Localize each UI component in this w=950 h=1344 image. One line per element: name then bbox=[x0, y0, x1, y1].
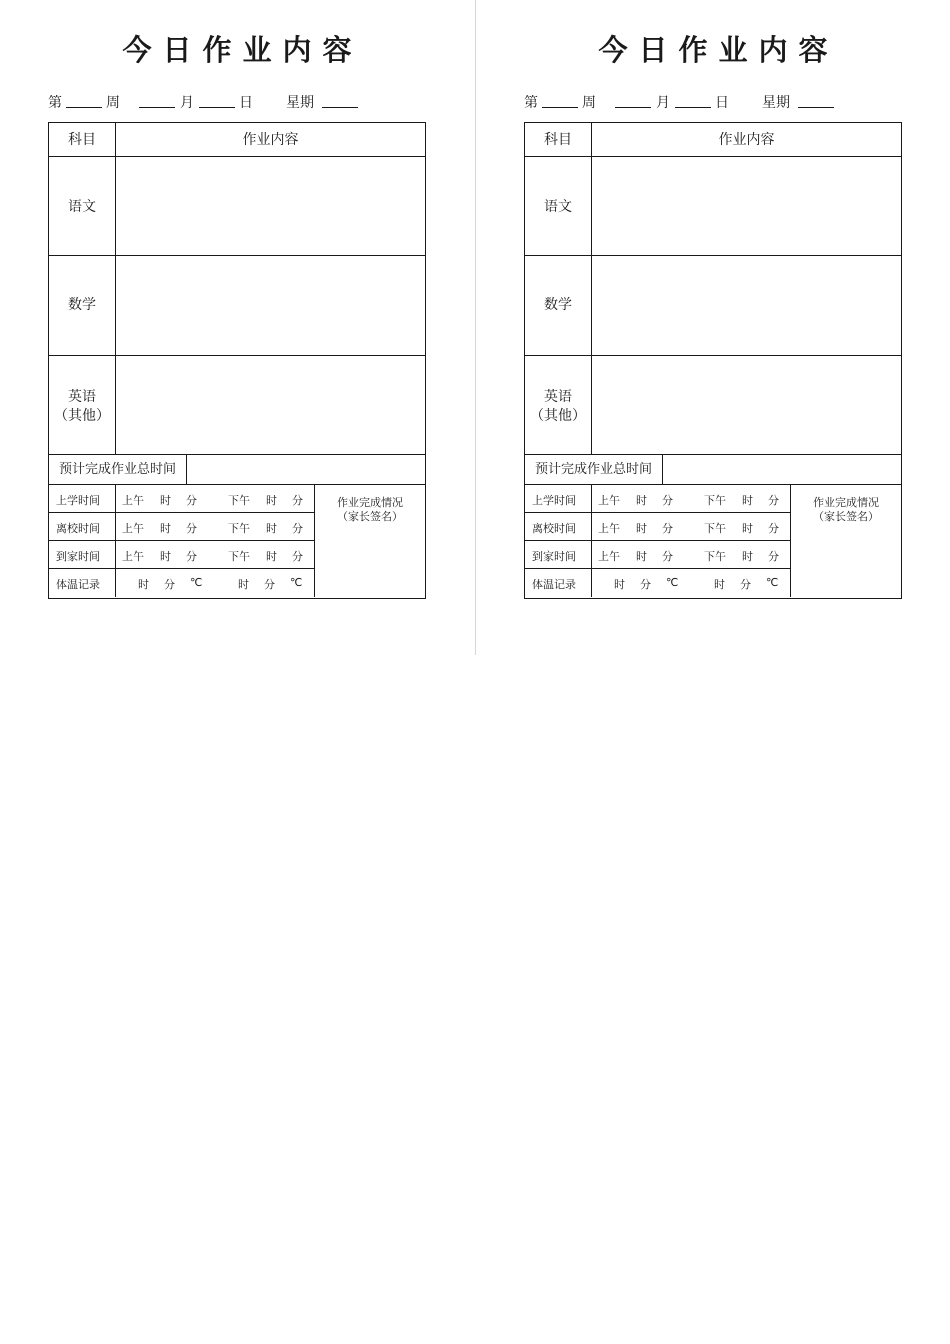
header-subject: 科目 bbox=[68, 132, 96, 148]
homework-input-english[interactable] bbox=[116, 356, 425, 454]
subject-other: （其他） bbox=[530, 408, 586, 424]
pm-label: 下午 bbox=[228, 522, 250, 535]
month-blank[interactable] bbox=[615, 107, 651, 108]
minute-label: 分 bbox=[662, 522, 673, 535]
header-content: 作业内容 bbox=[718, 132, 775, 148]
school-arrival-label: 上学时间 bbox=[56, 494, 100, 507]
hour-label: 时 bbox=[714, 578, 725, 591]
week-prefix: 第 bbox=[48, 95, 62, 111]
homework-input-math[interactable] bbox=[116, 256, 425, 355]
month-blank[interactable] bbox=[139, 107, 175, 108]
minute-label: 分 bbox=[186, 550, 197, 563]
week-blank[interactable] bbox=[542, 107, 578, 108]
completion-label: 作业完成情况 bbox=[337, 496, 403, 509]
temperature-label: 体温记录 bbox=[56, 578, 100, 591]
school-leave-label: 离校时间 bbox=[532, 522, 576, 535]
subject-math: 数学 bbox=[544, 297, 572, 313]
homework-input-chinese[interactable] bbox=[592, 157, 901, 255]
hour-label: 时 bbox=[138, 578, 149, 591]
minute-label: 分 bbox=[768, 494, 779, 507]
weekday-label: 星期 bbox=[286, 95, 314, 111]
week-suffix: 周 bbox=[106, 95, 120, 111]
pm-label: 下午 bbox=[704, 550, 726, 563]
weekday-label: 星期 bbox=[762, 95, 790, 111]
parent-signature-field[interactable] bbox=[315, 525, 425, 597]
minute-label: 分 bbox=[662, 494, 673, 507]
subject-chinese: 语文 bbox=[68, 199, 96, 215]
school-arrival-label: 上学时间 bbox=[532, 494, 576, 507]
homework-table bbox=[524, 122, 902, 599]
homework-table bbox=[48, 122, 426, 599]
minute-label: 分 bbox=[292, 550, 303, 563]
am-label: 上午 bbox=[598, 494, 620, 507]
home-arrival-label: 到家时间 bbox=[56, 550, 100, 563]
header-subject: 科目 bbox=[544, 132, 572, 148]
homework-input-chinese[interactable] bbox=[116, 157, 425, 255]
am-label: 上午 bbox=[598, 550, 620, 563]
hour-label: 时 bbox=[742, 522, 753, 535]
temperature-label: 体温记录 bbox=[532, 578, 576, 591]
row-divider bbox=[525, 512, 790, 513]
estimated-time-label: 预计完成作业总时间 bbox=[534, 462, 652, 477]
completion-label: 作业完成情况 bbox=[813, 496, 879, 509]
minute-label: 分 bbox=[292, 494, 303, 507]
minute-label: 分 bbox=[186, 522, 197, 535]
pm-label: 下午 bbox=[704, 494, 726, 507]
column-divider bbox=[591, 484, 592, 597]
signature-label: （家长签名） bbox=[813, 510, 879, 523]
home-arrival-label: 到家时间 bbox=[532, 550, 576, 563]
hour-label: 时 bbox=[742, 494, 753, 507]
weekday-blank[interactable] bbox=[798, 107, 834, 108]
signature-label: （家长签名） bbox=[337, 510, 403, 523]
header-content: 作业内容 bbox=[242, 132, 299, 148]
hour-label: 时 bbox=[636, 522, 647, 535]
hour-label: 时 bbox=[160, 494, 171, 507]
day-blank[interactable] bbox=[675, 107, 711, 108]
minute-label: 分 bbox=[768, 522, 779, 535]
homework-input-english[interactable] bbox=[592, 356, 901, 454]
row-divider bbox=[49, 512, 314, 513]
hour-label: 时 bbox=[636, 550, 647, 563]
minute-label: 分 bbox=[662, 550, 673, 563]
minute-label: 分 bbox=[186, 494, 197, 507]
hour-label: 时 bbox=[266, 522, 277, 535]
row-divider bbox=[49, 484, 425, 485]
day-blank[interactable] bbox=[199, 107, 235, 108]
pm-label: 下午 bbox=[228, 550, 250, 563]
am-label: 上午 bbox=[598, 522, 620, 535]
am-label: 上午 bbox=[122, 522, 144, 535]
celsius-label: ℃ bbox=[766, 576, 779, 589]
celsius-label: ℃ bbox=[666, 576, 679, 589]
minute-label: 分 bbox=[768, 550, 779, 563]
estimated-time-input[interactable] bbox=[187, 455, 425, 484]
celsius-label: ℃ bbox=[290, 576, 303, 589]
estimated-time-input[interactable] bbox=[663, 455, 901, 484]
row-divider bbox=[525, 540, 790, 541]
row-divider bbox=[525, 568, 790, 569]
hour-label: 时 bbox=[742, 550, 753, 563]
hour-label: 时 bbox=[160, 522, 171, 535]
homework-input-math[interactable] bbox=[592, 256, 901, 355]
minute-label: 分 bbox=[292, 522, 303, 535]
hour-label: 时 bbox=[636, 494, 647, 507]
minute-label: 分 bbox=[164, 578, 175, 591]
row-divider bbox=[49, 540, 314, 541]
week-prefix: 第 bbox=[524, 95, 538, 111]
hour-label: 时 bbox=[238, 578, 249, 591]
subject-english: 英语 bbox=[544, 389, 572, 405]
weekday-blank[interactable] bbox=[322, 107, 358, 108]
sheet-title: 今日作业内容 bbox=[598, 33, 839, 67]
sheet-title: 今日作业内容 bbox=[122, 33, 363, 67]
pm-label: 下午 bbox=[228, 494, 250, 507]
subject-math: 数学 bbox=[68, 297, 96, 313]
pm-label: 下午 bbox=[704, 522, 726, 535]
month-label: 月 bbox=[656, 95, 670, 111]
column-divider bbox=[115, 484, 116, 597]
row-divider bbox=[49, 568, 314, 569]
hour-label: 时 bbox=[160, 550, 171, 563]
week-blank[interactable] bbox=[66, 107, 102, 108]
parent-signature-field[interactable] bbox=[791, 525, 901, 597]
subject-chinese: 语文 bbox=[544, 199, 572, 215]
am-label: 上午 bbox=[122, 550, 144, 563]
subject-english: 英语 bbox=[68, 389, 96, 405]
hour-label: 时 bbox=[614, 578, 625, 591]
minute-label: 分 bbox=[640, 578, 651, 591]
week-suffix: 周 bbox=[582, 95, 596, 111]
month-label: 月 bbox=[180, 95, 194, 111]
minute-label: 分 bbox=[264, 578, 275, 591]
row-divider bbox=[525, 484, 901, 485]
page-divider bbox=[475, 0, 476, 655]
minute-label: 分 bbox=[740, 578, 751, 591]
estimated-time-label: 预计完成作业总时间 bbox=[58, 462, 176, 477]
celsius-label: ℃ bbox=[190, 576, 203, 589]
hour-label: 时 bbox=[266, 494, 277, 507]
day-label: 日 bbox=[715, 95, 729, 111]
day-label: 日 bbox=[239, 95, 253, 111]
subject-other: （其他） bbox=[54, 408, 110, 424]
hour-label: 时 bbox=[266, 550, 277, 563]
am-label: 上午 bbox=[122, 494, 144, 507]
school-leave-label: 离校时间 bbox=[56, 522, 100, 535]
